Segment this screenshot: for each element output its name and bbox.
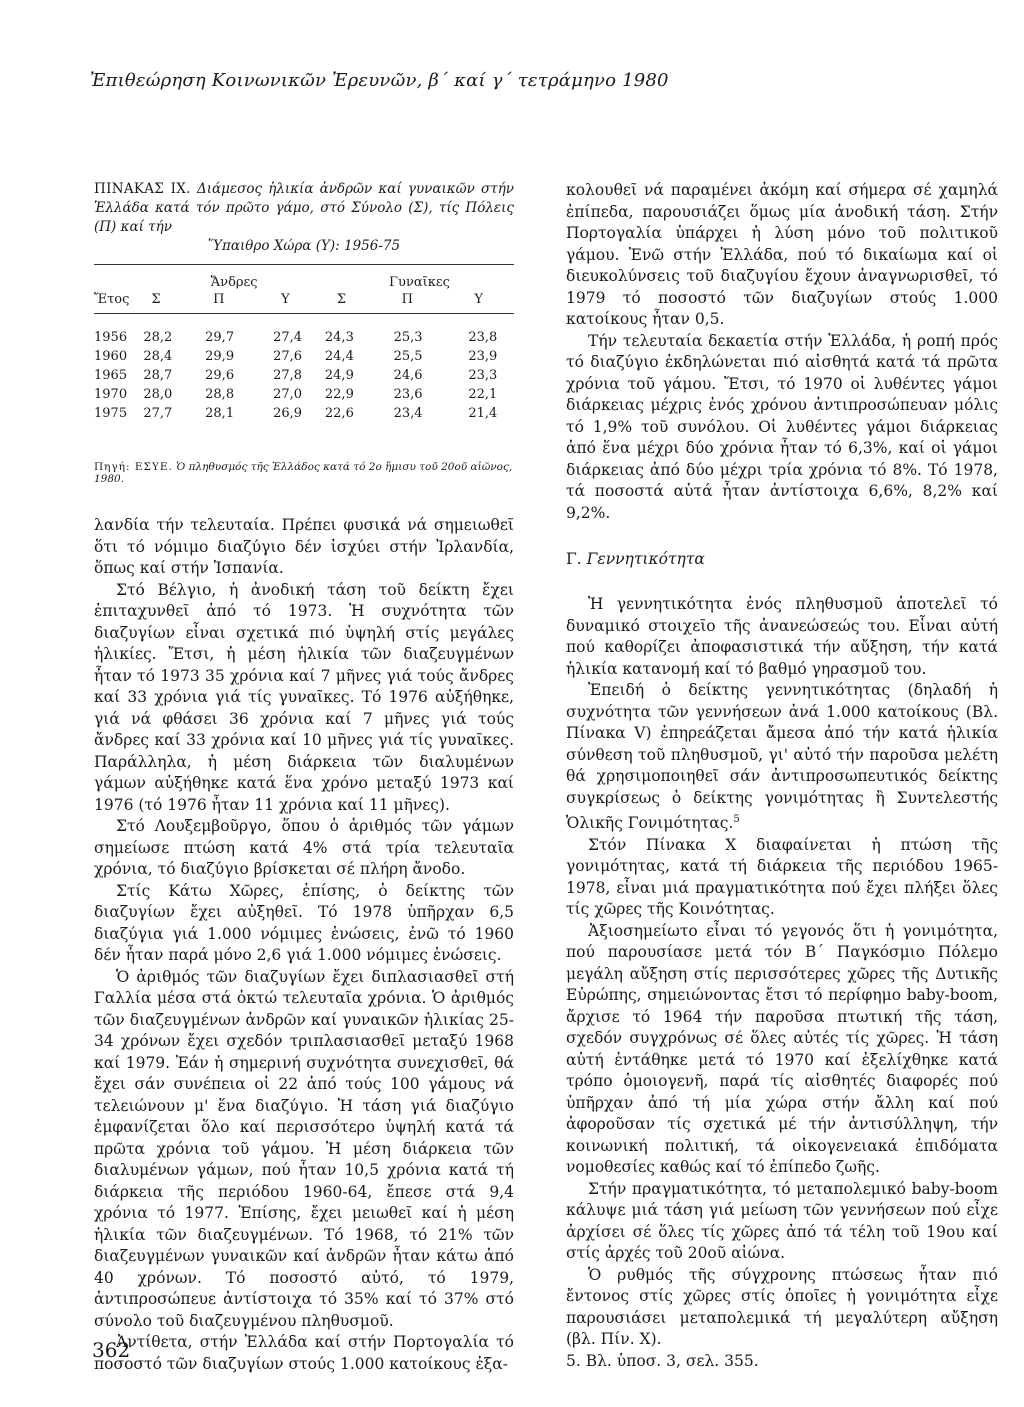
median-age-table: [94, 264, 514, 423]
cell-value: 24,9: [324, 368, 354, 383]
source-text: Ὁ πληθυσμός τῆς Ἑλλάδος κατά τό 2ο ἥμισυ τοῦ 20οῦ αἰῶνος, 1980.: [94, 461, 513, 485]
footnote-marker: 5: [733, 814, 740, 825]
cell-value: 28,2: [143, 330, 173, 345]
cell-value: 27,7: [143, 406, 173, 421]
col-header-men-total: Σ: [143, 290, 195, 314]
col-header-women-cities: Π: [382, 290, 451, 314]
cell-value: 27,0: [273, 387, 303, 402]
paragraph: Τήν τελευταία δεκαετία στήν Ἑλλάδα, ἡ ροπή πρός τό διαζύγιο ἐκδηλώνεται πιό αἰσθητά κατά τά πρῶτα χρόνια τοῦ γάμου. Ἔτσι, τό 1970 οἱ λυθέντες γάμοι διάρκειας μέχρις ἑνός χρόνου ἀντιπροσώπευαν μόλις τό 1,9% τοῦ συνόλου. Οἱ λυθέντες γάμοι διάρκειας ἀπό ἕνα μέχρι δύο χρόνια ἦταν τό 6,3%, καί οἱ γάμοι διάρκειας ἀπό δύο μέχρι τρία χρόνια τό 8%. Τό 1978, τά ποσοστά αὐτά ἦταν ἀντίστοιχα 6,6%, 8,2% καί 9,2%.: [566, 331, 998, 522]
cell-value: 25,3: [393, 330, 423, 345]
col-header-men-cities: Π: [195, 290, 263, 314]
cell-value: 27,4: [273, 330, 303, 345]
paragraph-text: Ἐπειδή ὁ δείκτης γεννητικότητας (δηλαδή ἡ συχνότητα τῶν γεννήσεων ἀνά 1.000 κατοίκους (Βλ. Πίνακα V) ἐπηρεάζεται ἄμεσα ἀπό τήν κατά ἡλικία σύνθεση τοῦ πληθυσμοῦ, γι' αὐτό τήν παροῦσα μελέτη θά χρησιμοποιηθεῖ σάν ἀντιπροσωπευτικός δείκτης συγκρίσεως ὁ δείκτης γονιμότητας ἢ Συντελεστής Ὁλικῆς Γονιμότητας.: [566, 681, 998, 833]
table-row: [94, 314, 514, 348]
cell-value: 28,4: [143, 349, 173, 364]
cell-year: 1960: [94, 349, 128, 364]
cell-year: 1965: [94, 368, 128, 383]
paragraph: Στόν Πίνακα Χ διαφαίνεται ἡ πτώση τῆς γονιμότητας, κατά τή διάρκεια τῆς περιόδου 1965-1978, εἶναι μιά πραγματικότητα πού ἔχει πλήξει ὅλες τίς χῶρες τῆς Κοινότητας.: [566, 835, 998, 919]
source-label: Πηγή: ΕΣΥΕ.: [94, 461, 173, 473]
cell-value: 24,6: [393, 368, 423, 383]
cell-value: 29,7: [205, 330, 235, 345]
paragraph: Στό Βέλγιο, ἡ ἀνοδική τάση τοῦ δείκτη ἔχει ἐπιταχυνθεῖ ἀπό τό 1973. Ἡ συχνότητα τῶν διαζυγίων εἶναι σχετικά πιό ὑψηλή στίς μεγάλες ἡλικίες. Ἔτσι, ἡ μέση ἡλικία τῶν διαζευγμένων ἦταν τό 1973 35 χρόνια καί 7 μῆνες γιά τούς ἄνδρες καί 33 χρόνια γιά τίς γυναῖκες. Τό 1976 αὐξήθηκε, γιά νά φθάσει 36 χρόνια καί 7 μῆνες γιά τούς ἄνδρες καί 33 χρόνια καί 10 μῆνες γιά τίς γυναῖκες. Παράλληλα, ἡ μέση διάρκεια τῶν διαλυμένων γάμων αὐξήθηκε κατά ἕνα χρόνο μεταξύ 1973 καί 1976 (τό 1976 ἦταν 11 χρόνια καί 11 μῆνες).: [94, 580, 514, 814]
cell-year: 1970: [94, 387, 128, 402]
table-caption: [94, 180, 514, 256]
col-header-women-rural: Υ: [450, 290, 514, 314]
paragraph: Ἀξιοσημείωτο εἶναι τό γεγονός ὅτι ἡ γονιμότητα, πού παρουσίασε μετά τόν Β΄ Παγκόσμιο Πόλεμο μεγάλη αὔξηση στίς περισσότερες χῶρες τῆς Δυτικῆς Εὐρώπης, σημειώνοντας ἔτσι τό περίφημο baby-boom, ἄρχισε τό 1964 τήν παροῦσα πτωτική τῆς τάση, σχεδόν συγχρόνως σέ ὅλες αὐτές τίς χῶρες. Ἡ τάση αὐτή ἐντάθηκε μετά τό 1970 καί ἐξελίχθηκε κατά τρόπο ὁμοιογενῆ, παρά τίς αἰσθητές διαφορές πού ὑπῆρχαν ἀπό τή μία χώρα στήν ἄλλη καί πού ἀφοροῦσαν τίς σχετικά μέ τήν ἀντισύλληψη, τήν κοινωνική πολιτική, τά οἰκογενειακά ἐπιδόματα νομοθεσίες καθώς καί τό ἐπίπεδο ζωῆς.: [566, 921, 998, 1177]
cell-value: 28,0: [143, 387, 173, 402]
paragraph: Ἡ γεννητικότητα ἑνός πληθυσμοῦ ἀποτελεῖ τό δυναμικό στοιχεῖο τῆς ἀνανεώσεώς του. Εἶναι αὐτή πού καθορίζει ἀποφασιστικά τήν αὔξηση, τήν κατά ἡλικία κατανομή καί τό βαθμό γηρασμοῦ του.: [566, 595, 998, 678]
right-column: [566, 180, 998, 1372]
paragraph: Ὁ ρυθμός τῆς σύγχρονης πτώσεως ἦταν πιό ἔντονος στίς χῶρες στίς ὁποῖες ἡ γονιμότητα εἶχε παρουσιάσει μεταπολεμικά τή μεγαλύτερη αὔξηση (βλ. Πίν. Χ).: [566, 1265, 998, 1349]
paragraph: Ἀντίθετα, στήν Ἑλλάδα καί στήν Πορτογαλία τό ποσοστό τῶν διαζυγίων στούς 1.000 κατοίκους ἐξα-: [94, 1333, 514, 1373]
cell-value: 22,9: [324, 387, 354, 402]
paragraph: Στίς Κάτω Χῶρες, ἐπίσης, ὁ δείκτης τῶν διαζυγίων ἔχει αὐξηθεῖ. Τό 1978 ὑπῆρχαν 6,5 διαζύγια γιά 1.000 νόμιμες ἑνώσεις, ἐνῶ τό 1960 δέν ἦταν παρά μόνο 2,6 γιά 1.000 νόμιμες ἑνώσεις.: [94, 881, 514, 964]
cell-value: 29,9: [205, 349, 235, 364]
cell-value: 24,4: [324, 349, 354, 364]
cell-value: 23,8: [468, 330, 498, 345]
section-heading: [566, 550, 998, 568]
running-head: Ἐπιθεώρηση Κοινωνικῶν Ἐρευνῶν, β΄ καί γ΄ τετράμηνο 1980: [90, 70, 669, 91]
cell-year: 1975: [94, 406, 128, 421]
table-label: ΠΙΝΑΚΑΣ ΙΧ.: [94, 181, 191, 197]
group-header-men: Ἄνδρες: [143, 265, 325, 291]
table-row: [94, 385, 514, 404]
table-row: [94, 404, 514, 423]
cell-value: 28,7: [143, 368, 173, 383]
col-header-women-total: Σ: [325, 290, 382, 314]
paragraph: λανδία τήν τελευταία. Πρέπει φυσικά νά σημειωθεῖ ὅτι τό νόμιμο διαζύγιο δέν ἰσχύει στήν Ἰρλανδία, ὅπως καί στήν Ἱσπανία.: [94, 516, 514, 577]
cell-value: 23,3: [468, 368, 498, 383]
cell-value: 23,6: [393, 387, 423, 402]
paragraph-with-footnote: [566, 680, 998, 835]
cell-value: 25,5: [393, 349, 423, 364]
section-title: Γεννητικότητα: [586, 550, 705, 568]
cell-value: 22,1: [468, 387, 498, 402]
left-body-text: [94, 515, 514, 1375]
cell-value: 24,3: [324, 330, 354, 345]
cell-value: 22,6: [324, 406, 354, 421]
cell-value: 27,8: [273, 368, 303, 383]
cell-value: 27,6: [273, 349, 303, 364]
cell-value: 23,4: [393, 406, 423, 421]
paragraph: Στό Λουξεμβοῦργο, ὅπου ὁ ἀριθμός τῶν γάμων σημείωσε πτώση κατά 4% στά τρία τελευταῖα χρόνια, τό διαζύγιο βρίσκεται σέ πλήρη ἄνοδο.: [94, 817, 514, 878]
cell-value: 28,1: [205, 406, 235, 421]
cell-value: 28,8: [205, 387, 235, 402]
table-source: [94, 461, 514, 485]
cell-value: 26,9: [273, 406, 303, 421]
left-column: [94, 180, 514, 1375]
table-row: [94, 366, 514, 385]
section-number: Γ.: [566, 550, 582, 568]
paragraph: Στήν πραγματικότητα, τό μεταπολεμικό baby-boom κάλυψε μιά τάση γιά μείωση τῶν γεννήσεων πού εἶχε ἀρχίσει σέ ὅλες τίς χῶρες ἀπό τά τέλη τοῦ 19ου καί στίς ἀρχές τοῦ 20οῦ αἰώνα.: [566, 1179, 998, 1263]
table-caption-text: Διάμεσος ἡλικία ἀνδρῶν καί γυναικῶν στήν Ἑλλάδα κατά τόν πρῶτο γάμο, στό Σύνολο (Σ), τίς Πόλεις (Π) καί τήν: [94, 181, 515, 235]
col-header-men-rural: Υ: [263, 290, 325, 314]
paragraph: Ὁ ἀριθμός τῶν διαζυγίων ἔχει διπλασιασθεῖ στή Γαλλία μέσα στά ὀκτώ τελευταῖα χρόνια. Ὁ ἀριθμός τῶν διαζευγμένων ἀνδρῶν καί γυναικῶν ἡλικίας 25-34 χρόνων ἔχει σχεδόν τριπλασιασθεῖ μεταξύ 1968 καί 1979. Ἐάν ἡ σημερινή συχνότητα συνεχισθεῖ, θά ἔχει σάν συνέπεια οἱ 22 ἀπό τούς 100 γάμους νά τελειώνουν μ' ἕνα διαζύγιο. Ἡ τάση γιά διαζύγιο ἐμφανίζεται ὅλο καί περισσότερο ὑψηλή κατά τά πρῶτα χρόνια τοῦ γάμου. Ἡ μέση διάρκεια τῶν διαλυμένων γάμων, πού ἦταν 10,5 χρόνια κατά τή διάρκεια τῆς περιόδου 1960-64, ἔπεσε στά 9,4 χρόνια τό 1977. Ἐπίσης, ἔχει μειωθεῖ καί ἡ μέση ἡλικία τῶν διαζευγμένων. Τό 1968, τό 21% τῶν διαζευγμένων γυναικῶν καί ἀνδρῶν ἦταν κάτω ἀπό 40 χρόνων. Τό ποσοστό αὐτό, τό 1979, ἀντιπροσώπευε ἀντίστοιχα τό 35% καί τό 37% στό σύνολο τοῦ διαζευγμένου πληθυσμοῦ.: [94, 967, 514, 1330]
col-header-year: Ἔτος: [94, 290, 143, 314]
page-number: 362: [92, 1338, 131, 1362]
cell-year: 1956: [94, 330, 128, 345]
cell-value: 23,9: [468, 349, 498, 364]
cell-value: 21,4: [468, 406, 498, 421]
group-header-women: Γυναῖκες: [325, 265, 514, 291]
footnote: 5. Βλ. ὑποσ. 3, σελ. 355.: [566, 1351, 759, 1370]
table-row: [94, 347, 514, 366]
cell-value: 29,6: [205, 368, 235, 383]
paragraph: κολουθεῖ νά παραμένει ἀκόμη καί σήμερα σέ χαμηλά ἐπίπεδα, παρουσιάζει ὅμως μία ἀνοδική τάση. Στήν Πορτογαλία ὑπάρχει ἡ λύση μόνο τοῦ πολιτικοῦ γάμου. Ἐνῶ στήν Ἑλλάδα, πού τό δικαίωμα καί οἱ διευκολύνσεις τοῦ διαζυγίου ἔχουν ἀναγνωρισθεῖ, τό 1979 τό ποσοστό τῶν διαζυγίων στούς 1.000 κατοίκους ἦταν 0,5.: [566, 181, 998, 328]
table-caption-last-line: Ὕπαιθρο Χώρα (Υ): 1956-75: [207, 238, 401, 254]
